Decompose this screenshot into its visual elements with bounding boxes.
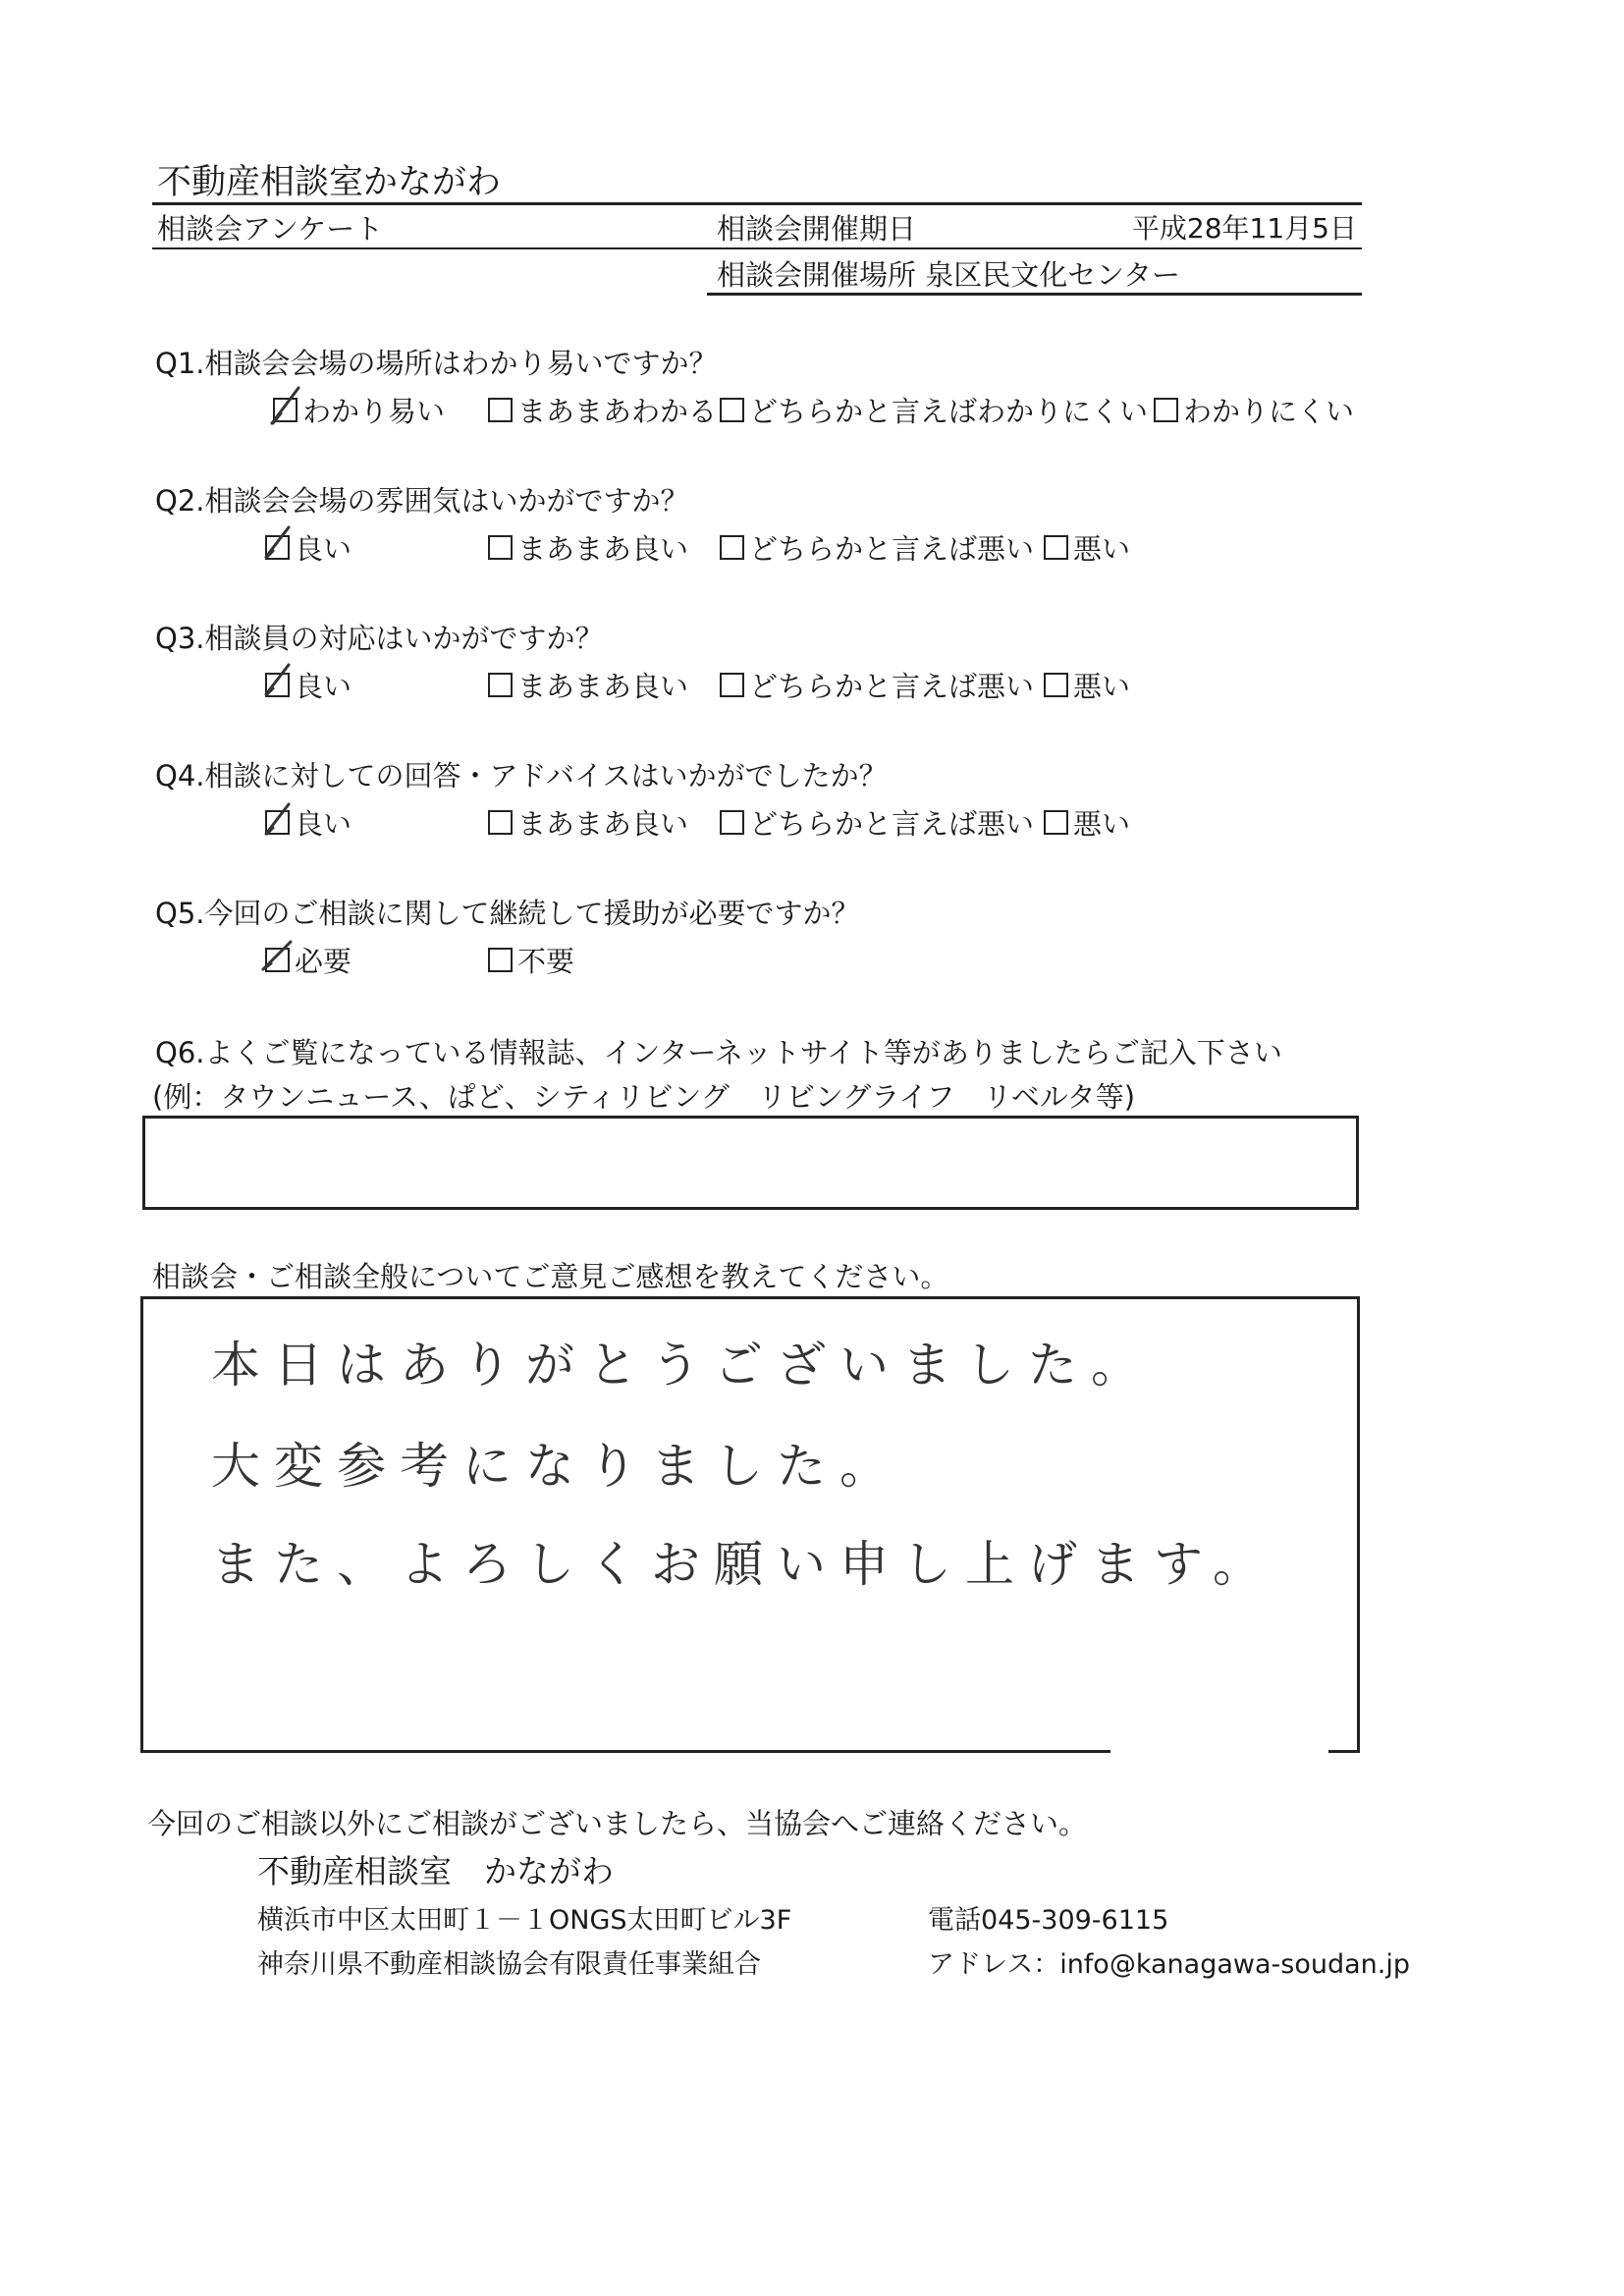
comments-field-bottom-border (140, 1750, 1110, 1753)
q4-option-4[interactable] (1044, 802, 1130, 843)
checkbox[interactable] (720, 398, 744, 422)
question-1-text: Q1.相談会会場の場所はわかり易いですか？ (155, 347, 718, 380)
question-5-options (0, 940, 1624, 979)
option-label: まあまあわかる (517, 395, 718, 428)
event-date-label: 相談会開催期日 (717, 212, 917, 246)
q1-option-3[interactable] (720, 390, 1148, 430)
event-venue: 相談会開催場所 泉区民文化センター (717, 258, 1181, 292)
q4-option-2[interactable] (488, 802, 688, 843)
q2-option-4[interactable] (1044, 527, 1130, 568)
form-title: 相談会アンケート (157, 212, 384, 246)
option-label: 悪い (1073, 532, 1131, 566)
checkbox[interactable] (720, 535, 744, 560)
handwritten-comment-line-3: また、よろしくお願い申し上げます。 (211, 1536, 1275, 1593)
checkbox[interactable] (265, 535, 290, 560)
question-5-text: Q5.今回のご相談に関して継続して援助が必要ですか？ (155, 897, 860, 930)
q1-option-1[interactable] (273, 390, 445, 430)
question-1-options (0, 390, 1624, 429)
checkbox[interactable] (273, 398, 298, 422)
option-label: まあまあ良い (517, 807, 689, 841)
checkbox[interactable] (488, 948, 513, 972)
checkmark-icon (269, 386, 308, 427)
q1-option-2[interactable] (488, 390, 717, 430)
checkbox[interactable] (488, 810, 513, 835)
q3-option-1[interactable] (265, 665, 352, 705)
option-label: どちらかと言えばわかりにくい (749, 395, 1149, 428)
question-4-options (0, 802, 1624, 842)
question-6-answer-field[interactable] (142, 1116, 1359, 1210)
organization-title: 不動産相談室かながわ (157, 163, 502, 202)
contact-note: 今回のご相談以外にご相談がございましたら、当協会へご連絡ください。 (147, 1807, 1088, 1840)
option-label: 必要 (295, 945, 352, 978)
question-3-options (0, 665, 1624, 704)
handwritten-comment-line-2: 大変参考になりました。 (211, 1438, 902, 1495)
checkbox[interactable] (265, 948, 290, 972)
footer-email: アドレス：info@kanagawa-soudan.jp (928, 1949, 1410, 1980)
option-label: まあまあ良い (517, 670, 689, 703)
option-label: どちらかと言えば悪い (749, 807, 1035, 841)
q2-option-3[interactable] (720, 527, 1034, 568)
q3-option-4[interactable] (1044, 665, 1130, 705)
option-label: どちらかと言えば悪い (749, 532, 1035, 566)
checkbox[interactable] (720, 810, 744, 835)
option-label: 良い (295, 532, 352, 566)
option-label: 良い (295, 670, 352, 703)
checkbox[interactable] (1044, 535, 1068, 560)
checkbox[interactable] (265, 810, 290, 835)
header-divider-top (152, 202, 1362, 205)
option-label: 悪い (1073, 670, 1131, 703)
q5-option-1[interactable] (265, 940, 352, 980)
checkbox[interactable] (1044, 673, 1068, 697)
q2-option-1[interactable] (265, 527, 352, 568)
footer-address: 横浜市中区太田町１－１ONGS太田町ビル3F (257, 1905, 792, 1936)
event-date-value: 平成28年11月5日 (1131, 212, 1357, 245)
checkmark-icon (261, 798, 300, 840)
q4-option-3[interactable] (720, 802, 1034, 843)
option-label: 悪い (1073, 807, 1131, 841)
comments-label: 相談会・ご相談全般についてご意見ご感想を教えてください。 (152, 1260, 949, 1293)
q5-option-2[interactable] (488, 940, 574, 980)
checkmark-icon (261, 523, 300, 565)
footer-organization-name: 不動産相談室 かながわ (257, 1852, 614, 1890)
checkmark-icon (261, 936, 300, 977)
checkbox[interactable] (488, 535, 513, 560)
question-4-text: Q4.相談に対しての回答・アドバイスはいかがでしたか？ (155, 759, 888, 793)
q1-option-4[interactable] (1154, 390, 1354, 430)
question-6-text: Q6.よくご覧になっている情報誌、インターネットサイト等がありましたらご記入下さい (155, 1036, 1282, 1069)
checkbox[interactable] (1154, 398, 1178, 422)
checkbox[interactable] (720, 673, 744, 697)
header-divider-bottom (707, 293, 1362, 296)
handwritten-comment-line-1: 本日はありがとうございました。 (211, 1337, 1154, 1394)
checkbox[interactable] (488, 673, 513, 697)
option-label: 良い (295, 807, 352, 841)
checkbox[interactable] (488, 398, 513, 422)
checkbox[interactable] (1044, 810, 1068, 835)
footer-phone: 電話045-309-6115 (928, 1905, 1169, 1936)
question-6-example: (例：タウンニュース、ぱど、シティリビング リビングライフ リベルタ等) (152, 1080, 1136, 1114)
q4-option-1[interactable] (265, 802, 352, 843)
q2-option-2[interactable] (488, 527, 688, 568)
checkbox[interactable] (265, 673, 290, 697)
header-divider-middle (152, 247, 1362, 249)
question-3-text: Q3.相談員の対応はいかがですか？ (155, 622, 604, 655)
checkmark-icon (261, 661, 300, 702)
option-label: 不要 (517, 945, 575, 978)
question-2-options (0, 527, 1624, 567)
question-2-text: Q2.相談会会場の雰囲気はいかがですか？ (155, 484, 689, 518)
comments-field-bottom-border (1328, 1750, 1357, 1753)
footer-association: 神奈川県不動産相談協会有限責任事業組合 (257, 1949, 761, 1980)
option-label: わかりにくい (1183, 395, 1355, 428)
q3-option-2[interactable] (488, 665, 688, 705)
option-label: どちらかと言えば悪い (749, 670, 1035, 703)
option-label: わかり易い (302, 395, 446, 428)
q3-option-3[interactable] (720, 665, 1034, 705)
option-label: まあまあ良い (517, 532, 689, 566)
